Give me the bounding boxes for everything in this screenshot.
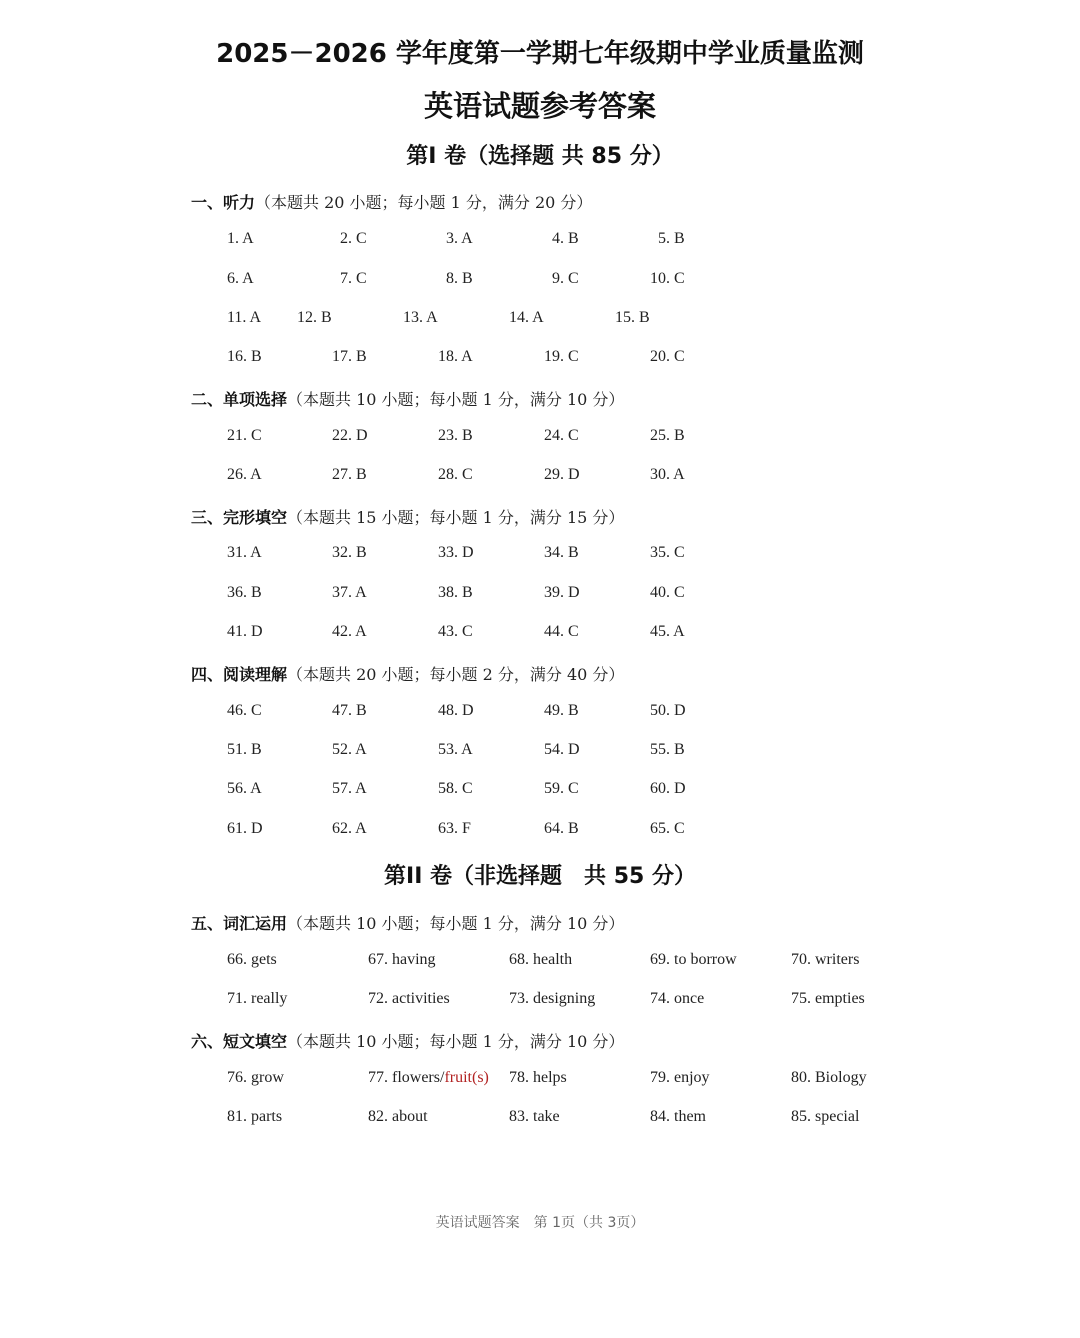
answer-item: 36. B [227, 584, 262, 601]
answer-item: 28. C [438, 466, 473, 483]
answer-item: 30. A [650, 466, 685, 483]
answer-row [0, 466, 1080, 488]
answer-item: 79. enjoy [650, 1069, 710, 1086]
section-description: （本题共 10 小题；每小题 1 分，满分 10 分） [287, 390, 625, 409]
answer-item: 33. D [438, 544, 474, 561]
answer-row [0, 270, 1080, 292]
answer-item: 3. A [446, 230, 473, 247]
answer-row [0, 741, 1080, 763]
answer-row [0, 584, 1080, 606]
section-description: （本题共 20 小题；每小题 1 分，满分 20 分） [255, 193, 593, 212]
answer-item: 42. A [332, 623, 367, 640]
answer-item: 55. B [650, 741, 685, 758]
answer-item: 44. C [544, 623, 579, 640]
answer-item: 68. health [509, 951, 573, 968]
answer-item: 43. C [438, 623, 473, 640]
answer-item: 4. B [552, 230, 579, 247]
section-cloze [191, 505, 624, 528]
section-heading: 一、听力 [191, 193, 256, 212]
answer-item: 80. Biology [791, 1069, 867, 1086]
answer-item: 72. activities [368, 990, 450, 1007]
answer-item: 58. C [438, 780, 473, 797]
part-two-heading: 第II 卷（非选择题 共 55 分） [384, 864, 696, 889]
answer-item: 15. B [615, 309, 650, 326]
answer-row [0, 427, 1080, 449]
answer-item: 40. C [650, 584, 685, 601]
answer-row [0, 1069, 1080, 1091]
answer-item: 48. D [438, 702, 474, 719]
answer-item: 10. C [650, 270, 685, 287]
section-vocabulary [191, 911, 624, 934]
section-description: （本题共 10 小题；每小题 1 分，满分 10 分） [287, 1032, 625, 1051]
answer-row [0, 990, 1080, 1012]
answer-item: 23. B [438, 427, 473, 444]
answer-item: 65. C [650, 820, 685, 837]
answer-item: 27. B [332, 466, 367, 483]
answer-item: 66. gets [227, 951, 277, 968]
section-reading [191, 662, 624, 685]
answer-item: 39. D [544, 584, 580, 601]
section-heading: 二、单项选择 [191, 390, 288, 409]
answer-item: 82. about [368, 1108, 428, 1125]
answer-item: 85. special [791, 1108, 860, 1125]
section-heading: 四、阅读理解 [191, 665, 288, 684]
answer-item: 1. A [227, 230, 254, 247]
answer-item: 62. A [332, 820, 367, 837]
answer-item: 73. designing [509, 990, 596, 1007]
answer-item: 25. B [650, 427, 685, 444]
answer-item: 52. A [332, 741, 367, 758]
answer-item: 2. C [340, 230, 367, 247]
answer-item: 63. F [438, 820, 471, 837]
answer-item: 17. B [332, 348, 367, 365]
answer-item: 6. A [227, 270, 254, 287]
answer-item: 54. D [544, 741, 580, 758]
answer-row [0, 230, 1080, 252]
answer-row [0, 348, 1080, 370]
answer-item: 18. A [438, 348, 473, 365]
answer-item: 35. C [650, 544, 685, 561]
section-description: （本题共 10 小题；每小题 1 分，满分 10 分） [287, 914, 625, 933]
answer-item: 14. A [509, 309, 544, 326]
section-listening [191, 190, 592, 213]
answer-item: 20. C [650, 348, 685, 365]
section-passage-fill [191, 1029, 624, 1052]
answer-item: 57. A [332, 780, 367, 797]
answer-item: 78. helps [509, 1069, 567, 1086]
answer-item: 49. B [544, 702, 579, 719]
answer-item-77 [368, 1069, 489, 1087]
answer-row [0, 702, 1080, 724]
section-heading: 三、完形填空 [191, 508, 288, 527]
answer-item: 81. parts [227, 1108, 283, 1125]
answer-item: 19. C [544, 348, 579, 365]
answer-item: 75. empties [791, 990, 865, 1007]
answer-item: 8. B [446, 270, 473, 287]
page-footer: 英语试题答案 第 1页（共 3页） [435, 1215, 645, 1231]
answer-item: 64. B [544, 820, 579, 837]
answer-item: 9. C [552, 270, 579, 287]
answer-item: 51. B [227, 741, 262, 758]
answer-item: 50. D [650, 702, 686, 719]
answer-item: 31. A [227, 544, 262, 561]
answer-item: 56. A [227, 780, 262, 797]
answer-item: 59. C [544, 780, 579, 797]
answer-77-alternative: fruit(s) [444, 1069, 489, 1086]
part-one-heading: 第I 卷（选择题 共 85 分） [406, 144, 674, 169]
answer-item: 11. A [227, 309, 262, 326]
answer-row [0, 623, 1080, 645]
answer-item: 7. C [340, 270, 367, 287]
answer-item: 69. to borrow [650, 951, 737, 968]
answer-row [0, 1108, 1080, 1130]
section-heading: 五、词汇运用 [191, 914, 288, 933]
answer-item: 29. D [544, 466, 580, 483]
answer-item: 13. A [403, 309, 438, 326]
answer-item: 37. A [332, 584, 367, 601]
answer-item: 46. C [227, 702, 262, 719]
exam-title: 2025－2026 学年度第一学期七年级期中学业质量监测 [216, 39, 864, 69]
answer-item: 84. them [650, 1108, 706, 1125]
section-heading: 六、短文填空 [191, 1032, 288, 1051]
answer-item: 71. really [227, 990, 288, 1007]
section-description: （本题共 20 小题；每小题 2 分，满分 40 分） [287, 665, 625, 684]
answer-item: 34. B [544, 544, 579, 561]
answer-item: 41. D [227, 623, 263, 640]
answer-item: 74. once [650, 990, 705, 1007]
answer-item: 47. B [332, 702, 367, 719]
answer-item: 12. B [297, 309, 332, 326]
answer-item: 22. D [332, 427, 368, 444]
section-single-choice [191, 387, 624, 410]
answer-item: 61. D [227, 820, 263, 837]
answer-row [0, 309, 1080, 331]
answer-item: 60. D [650, 780, 686, 797]
section-description: （本题共 15 小题；每小题 1 分，满分 15 分） [287, 508, 625, 527]
answer-item: 26. A [227, 466, 262, 483]
answer-item: 53. A [438, 741, 473, 758]
answer-row [0, 951, 1080, 973]
answer-item: 16. B [227, 348, 262, 365]
answer-item: 21. C [227, 427, 262, 444]
answer-item: 70. writers [791, 951, 860, 968]
answer-item: 67. having [368, 951, 436, 968]
answer-item: 45. A [650, 623, 685, 640]
answer-item: 5. B [658, 230, 685, 247]
answer-77-main: 77. flowers/ [368, 1069, 445, 1086]
answer-row [0, 820, 1080, 842]
answer-item: 24. C [544, 427, 579, 444]
answer-item: 83. take [509, 1108, 560, 1125]
answer-item: 32. B [332, 544, 367, 561]
answer-item: 38. B [438, 584, 473, 601]
answer-row [0, 780, 1080, 802]
answer-item: 76. grow [227, 1069, 284, 1086]
answer-key-title: 英语试题参考答案 [423, 89, 656, 123]
answer-row [0, 544, 1080, 566]
